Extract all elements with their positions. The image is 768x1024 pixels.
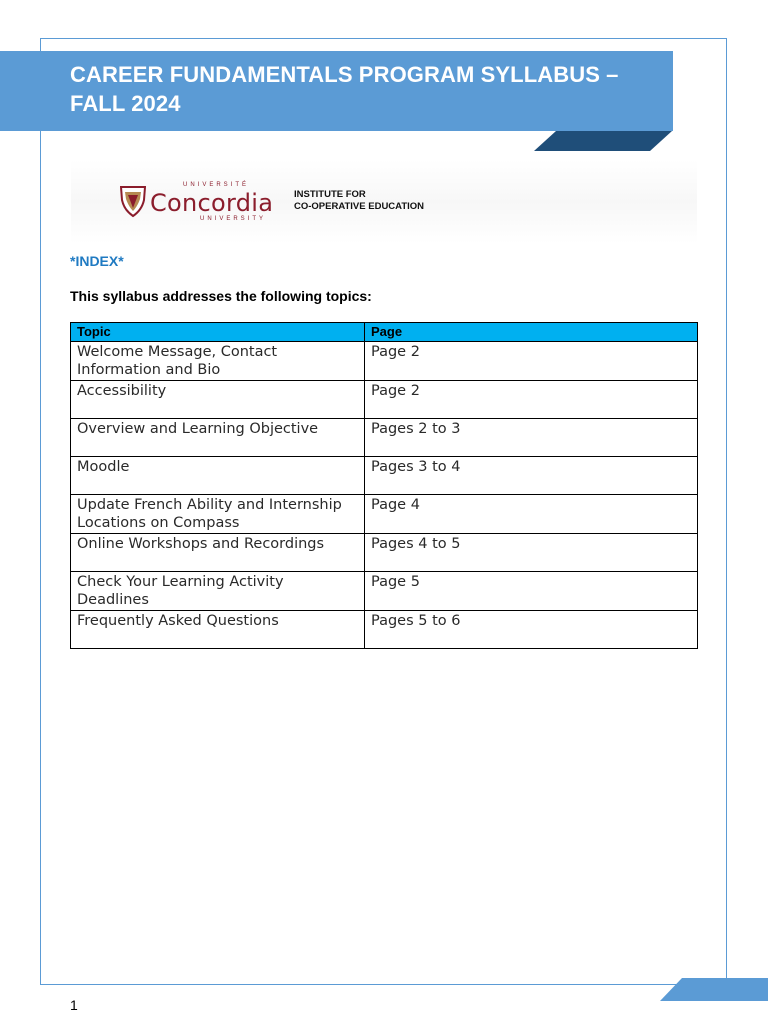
topic-cell: Accessibility bbox=[71, 381, 365, 419]
column-header-page: Page bbox=[365, 323, 698, 342]
table-row bbox=[71, 611, 698, 649]
banner-accent-shape bbox=[534, 131, 674, 153]
page-cell: Page 2 bbox=[365, 381, 698, 419]
logo-universite-text: UNIVERSITÉ bbox=[183, 182, 250, 188]
topic-cell: Moodle bbox=[71, 457, 365, 495]
topic-cell: Welcome Message, Contact Information and Bio bbox=[71, 342, 365, 381]
institute-line-1: INSTITUTE FOR bbox=[294, 189, 366, 200]
table-row bbox=[71, 495, 698, 534]
logo-concordia-text: Concordia bbox=[150, 189, 274, 217]
topics-table bbox=[70, 322, 698, 649]
table-row bbox=[71, 572, 698, 611]
footer-accent-shape bbox=[660, 978, 768, 1001]
page-cell: Page 5 bbox=[365, 572, 698, 611]
table-row bbox=[71, 342, 698, 381]
page-cell: Pages 2 to 3 bbox=[365, 419, 698, 457]
topic-cell: Update French Ability and Internship Locations on Compass bbox=[71, 495, 365, 534]
page-cell: Page 2 bbox=[365, 342, 698, 381]
concordia-logo bbox=[120, 182, 440, 226]
table-row bbox=[71, 457, 698, 495]
topic-cell: Online Workshops and Recordings bbox=[71, 534, 365, 572]
table-row bbox=[71, 419, 698, 457]
page-number: 1 bbox=[70, 997, 78, 1013]
topic-cell: Overview and Learning Objective bbox=[71, 419, 365, 457]
logo-university-text: UNIVERSITY bbox=[200, 216, 267, 222]
page-cell: Pages 3 to 4 bbox=[365, 457, 698, 495]
topic-cell: Frequently Asked Questions bbox=[71, 611, 365, 649]
table-row bbox=[71, 381, 698, 419]
page-cell: Pages 5 to 6 bbox=[365, 611, 698, 649]
index-intro: This syllabus addresses the following topics: bbox=[70, 288, 372, 304]
topic-cell: Check Your Learning Activity Deadlines bbox=[71, 572, 365, 611]
institute-line-2: CO-OPERATIVE EDUCATION bbox=[294, 201, 425, 212]
column-header-topic: Topic bbox=[71, 323, 365, 342]
page-cell: Pages 4 to 5 bbox=[365, 534, 698, 572]
table-header-row bbox=[71, 323, 698, 342]
institute-name bbox=[294, 189, 424, 213]
index-heading: *INDEX* bbox=[70, 253, 124, 269]
page-cell: Page 4 bbox=[365, 495, 698, 534]
concordia-crest-icon bbox=[120, 184, 146, 218]
document-title: CAREER FUNDAMENTALS PROGRAM SYLLABUS – FALL 2024 bbox=[70, 62, 619, 116]
table-row bbox=[71, 534, 698, 572]
